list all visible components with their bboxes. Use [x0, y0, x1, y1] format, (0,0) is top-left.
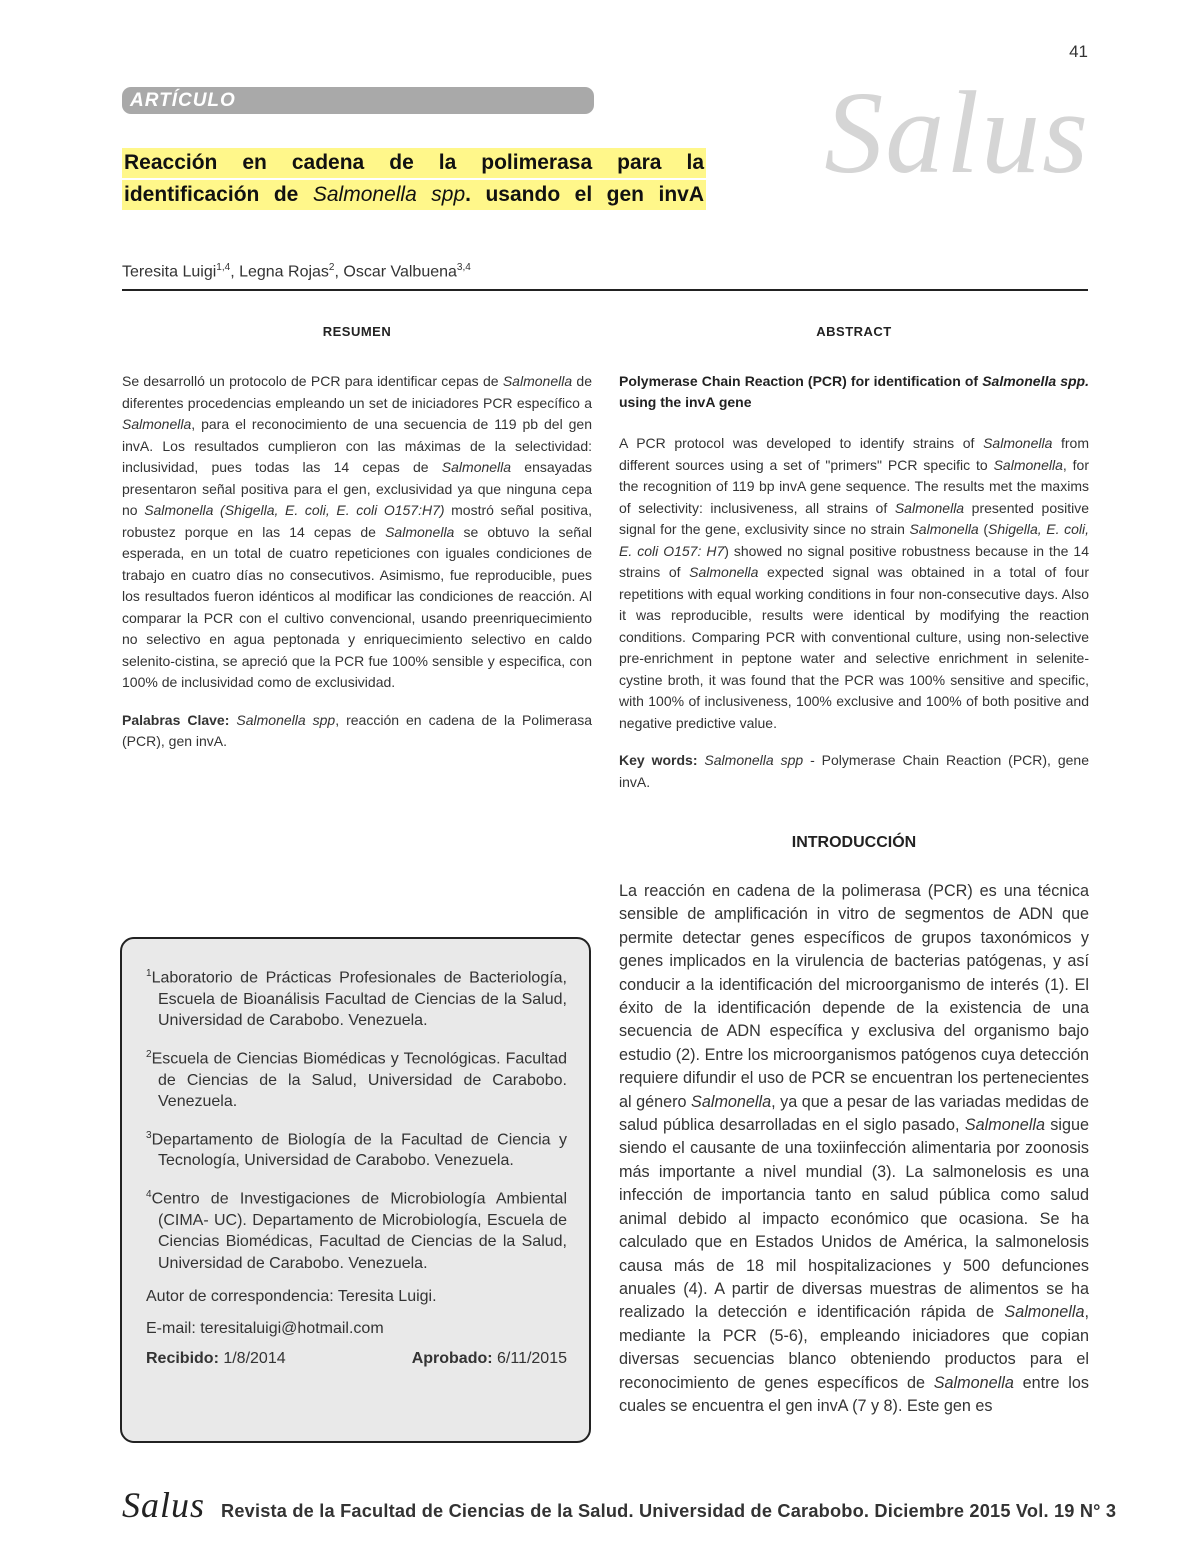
italic-term: Salmonella (Shigella, E. coli, E. coli O157:H7)	[144, 502, 445, 518]
author-separator: ,	[230, 263, 240, 281]
text-run: , para el reconocimiento de una secuencia de 119 pb del gen invA. Los resultados cumplieron con las máximas de la selectividad: inclusividad, pues todas las 14 cepas de	[122, 416, 592, 475]
section-tag: ARTÍCULO	[122, 87, 594, 114]
received-label: Recibido:	[146, 1350, 219, 1368]
italic-term: Salmonella	[983, 435, 1053, 451]
author-name: Legna Rojas	[239, 263, 329, 281]
text-run: La reacción en cadena de la polimerasa (PCR) es una técnica sensible de amplificación in vitro de segmentos de ADN que permite detectar genes específicos de grupos taxonómicos y genes implicados en la virulencia de bacterias patógenas, y así conducir a la identificación del microorganismo de interés (1). El éxito de la identificación depende de la existencia de una secuencia de ADN específica y exclusiva del organismo bajo estudio (2). Entre los microorganismos patógenos cuya detección requiere difundir el uso de PCR se encuentran los pertenecientes al género	[619, 882, 1089, 1111]
page-footer	[122, 1484, 1117, 1526]
affiliation-text: Departamento de Biología de la Facultad de Ciencia y Tecnología, Universidad de Carabobo. Venezuela.	[151, 1130, 567, 1170]
abstract-text	[619, 433, 1089, 734]
affiliation-item	[146, 963, 567, 1032]
italic-term: Salmonella	[964, 1116, 1045, 1135]
text-run: , ya que a pesar de las variadas medidas de salud pública desarrolladas en el siglo pasado,	[619, 1092, 1089, 1135]
italic-term: Salmonella spp.	[982, 373, 1089, 389]
salus-logo: Salus	[824, 67, 1090, 198]
introduccion-heading: INTRODUCCIÓN	[791, 834, 917, 851]
text-run: expected signal was obtained in a total of four repetitions with equal working conditions in four non-consecutive days. Also it was reproducible, results were identical by modifying the reaction conditions. Comparing PCR with conventional culture, using non-selective pre-enrichment in peptone water and selective enrichment in selenite-cystine broth, it was found that the PCR was 100% sensitive and specific, with 100% of inclusiveness, 100% exclusive and 100% of both positive and negative predictive value.	[619, 564, 1089, 731]
author-affiliation-mark: 3,4	[456, 262, 471, 273]
italic-term: Salmonella	[894, 499, 965, 516]
keywords-label: Key words:	[619, 752, 698, 768]
text-run: - Polymerase Chain Reaction (PCR), gene invA.	[619, 752, 1089, 790]
affiliation-item	[146, 1125, 567, 1172]
footer-salus-logo: Salus	[122, 1485, 206, 1525]
affiliation-mark: 4	[146, 1188, 152, 1200]
key-words	[619, 750, 1089, 793]
approved-label: Aprobado:	[411, 1350, 493, 1368]
abstract-title	[619, 371, 1089, 413]
approved-date	[412, 1350, 567, 1368]
text-run: Polymerase Chain Reaction (PCR) for identification of	[619, 373, 983, 389]
author-list	[122, 262, 471, 281]
resumen-heading: RESUMEN	[322, 324, 392, 339]
text-run: se obtuvo la señal esperada, en un total de cuatro repeticiones con iguales condiciones de trabajo en cuatro días no consecutivos. Asimismo, fue reproducible, pues los resultados fueron idénticos al modificar las condiciones de reacción. Al comparar la PCR con el cultivo convencional, usando preenriquecimiento no selectivo en agua peptonada y enriquecimiento selectivo en caldo selenito-cistina, se apreció que la PCR fue 100% sensible y especifica, con 100% de inclusividad como de exclusividad.	[122, 523, 592, 690]
author-separator: ,	[334, 263, 344, 281]
italic-term: Salmonella	[933, 1373, 1014, 1392]
resumen-column	[122, 324, 592, 753]
affiliation-text: Centro de Investigaciones de Microbiología Ambiental (CIMA- UC). Departamento de Microbiología, Escuela de Ciencias Biomédicas, Facultad de Ciencias de la Salud, Universidad de Carabobo. Venezuela.	[151, 1190, 567, 1272]
text-run: , reacción en cadena de la Polimerasa (PCR), gen invA.	[122, 711, 592, 749]
text-run: de diferentes procedencias empleando un set de iniciadores PCR específico a	[122, 373, 592, 411]
text-run: ) showed no signal positive robustness because in the 14 strains of	[619, 542, 1090, 580]
title-text: . usando el gen invA	[465, 183, 705, 206]
affiliation-item	[146, 1184, 567, 1274]
abstract-column	[619, 324, 1089, 793]
author-affiliation-mark: 1,4	[216, 262, 231, 273]
header-divider	[122, 289, 1088, 291]
italic-term: Shigella, E. coli, E. coli O157: H7	[619, 521, 1089, 559]
italic-term: Salmonella	[122, 416, 192, 432]
affiliation-text: Escuela de Ciencias Biomédicas y Tecnológicas. Facultad de Ciencias de la Salud, Universidad de Carabobo. Venezuela.	[151, 1050, 567, 1111]
italic-term: Salmonella	[1004, 1303, 1085, 1322]
correspondence-email[interactable]: E-mail: teresitaluigi@hotmail.com	[146, 1320, 384, 1338]
text-run: using the invA gene	[619, 394, 752, 410]
author-name: Teresita Luigi	[122, 263, 217, 281]
received-date	[146, 1350, 286, 1368]
abstract-heading: ABSTRACT	[816, 324, 892, 339]
text-run: Se desarrolló un protocolo de PCR para identificar cepas de	[122, 373, 499, 389]
received-value: 1/8/2014	[218, 1350, 286, 1368]
author-affiliation-mark: 2	[328, 262, 335, 273]
author-name: Oscar Valbuena	[343, 263, 457, 281]
resumen-text	[122, 371, 592, 694]
affiliation-text: Laboratorio de Prácticas Profesionales de Bacteriología, Escuela de Bioanálisis Facultad de Ciencias de la Salud, Universidad de Carabobo. Venezuela.	[151, 969, 567, 1030]
text-run: mostró señal positiva, robustez porque en las 14 cepas de	[122, 502, 592, 540]
introduccion-text	[619, 880, 1089, 1418]
title-line-2	[122, 180, 706, 210]
approved-value: 6/11/2015	[492, 1350, 567, 1368]
text-run: sigue siendo el causante de una toxiinfección alimentaria por zoonosis más importante a nivel mundial (3). La salmonelosis es una infección de importancia tanto en salud pública como salud animal debido al impacto económico que ocasiona. Se ha calculado que en Estados Unidos de América, la salmonelosis causa más de 18 mil hospitalizaciones y 500 defunciones anuales (4). A partir de diversas muestras de alimentos se ha realizado la detección e identificación rápida de	[619, 1116, 1089, 1322]
text-run: from different sources using a set of "primers" PCR specific to	[619, 435, 1089, 473]
text-run: , for the recognition of 119 bp invA gene sequence. The results met the maxims of selectivity: inclusiveness, all strains of	[619, 456, 1089, 516]
text-run: (	[978, 521, 988, 537]
title-line-1: Reacción en cadena de la polimerasa para la	[122, 148, 706, 178]
affiliation-item	[146, 1044, 567, 1113]
italic-term: Salmonella spp	[704, 752, 804, 768]
italic-term: Salmonella	[385, 523, 455, 540]
italic-term: Salmonella	[502, 373, 573, 389]
italic-term: Salmonella	[909, 521, 979, 537]
text-run: ensayadas presentaron señal positiva para el gen, exclusividad ya que ninguna cepa no	[122, 459, 592, 518]
title-genus: Salmonella spp	[312, 183, 466, 206]
italic-term: Salmonella	[689, 564, 759, 580]
text-run: A PCR protocol was developed to identify strains of	[619, 435, 984, 451]
palabras-clave	[122, 710, 592, 753]
affiliations-box	[120, 937, 591, 1443]
affiliation-mark: 1	[146, 968, 152, 979]
italic-term: Salmonella	[441, 459, 512, 475]
article-title	[122, 148, 706, 212]
keywords-label: Palabras Clave:	[122, 711, 230, 728]
submission-dates	[146, 1350, 567, 1368]
text-run: , mediante la PCR (5-6), empleando iniciadores que copian diversas secuencias blanco obteniendo productos para el reconocimiento de genes específicos de	[619, 1303, 1089, 1392]
title-text: identificación de	[124, 183, 313, 206]
page-number: 41	[1069, 42, 1088, 61]
italic-term: Salmonella	[691, 1092, 772, 1111]
affiliation-mark: 3	[146, 1129, 152, 1141]
text-run: presented positive signal for the gene, exclusivity since no strain	[619, 499, 1089, 537]
text-run: entre los cuales se encuentra el gen invA (7 y 8). Este gen es	[619, 1373, 1089, 1415]
affiliation-mark: 2	[146, 1048, 152, 1060]
italic-term: Salmonella spp	[236, 711, 336, 728]
correspondence-author: Autor de correspondencia: Teresita Luigi.	[146, 1288, 437, 1306]
italic-term: Salmonella	[993, 456, 1063, 473]
journal-citation: Revista de la Facultad de Ciencias de la Salud. Universidad de Carabobo. Diciembre 2015 Vol. 19 N° 3	[221, 1501, 1117, 1521]
